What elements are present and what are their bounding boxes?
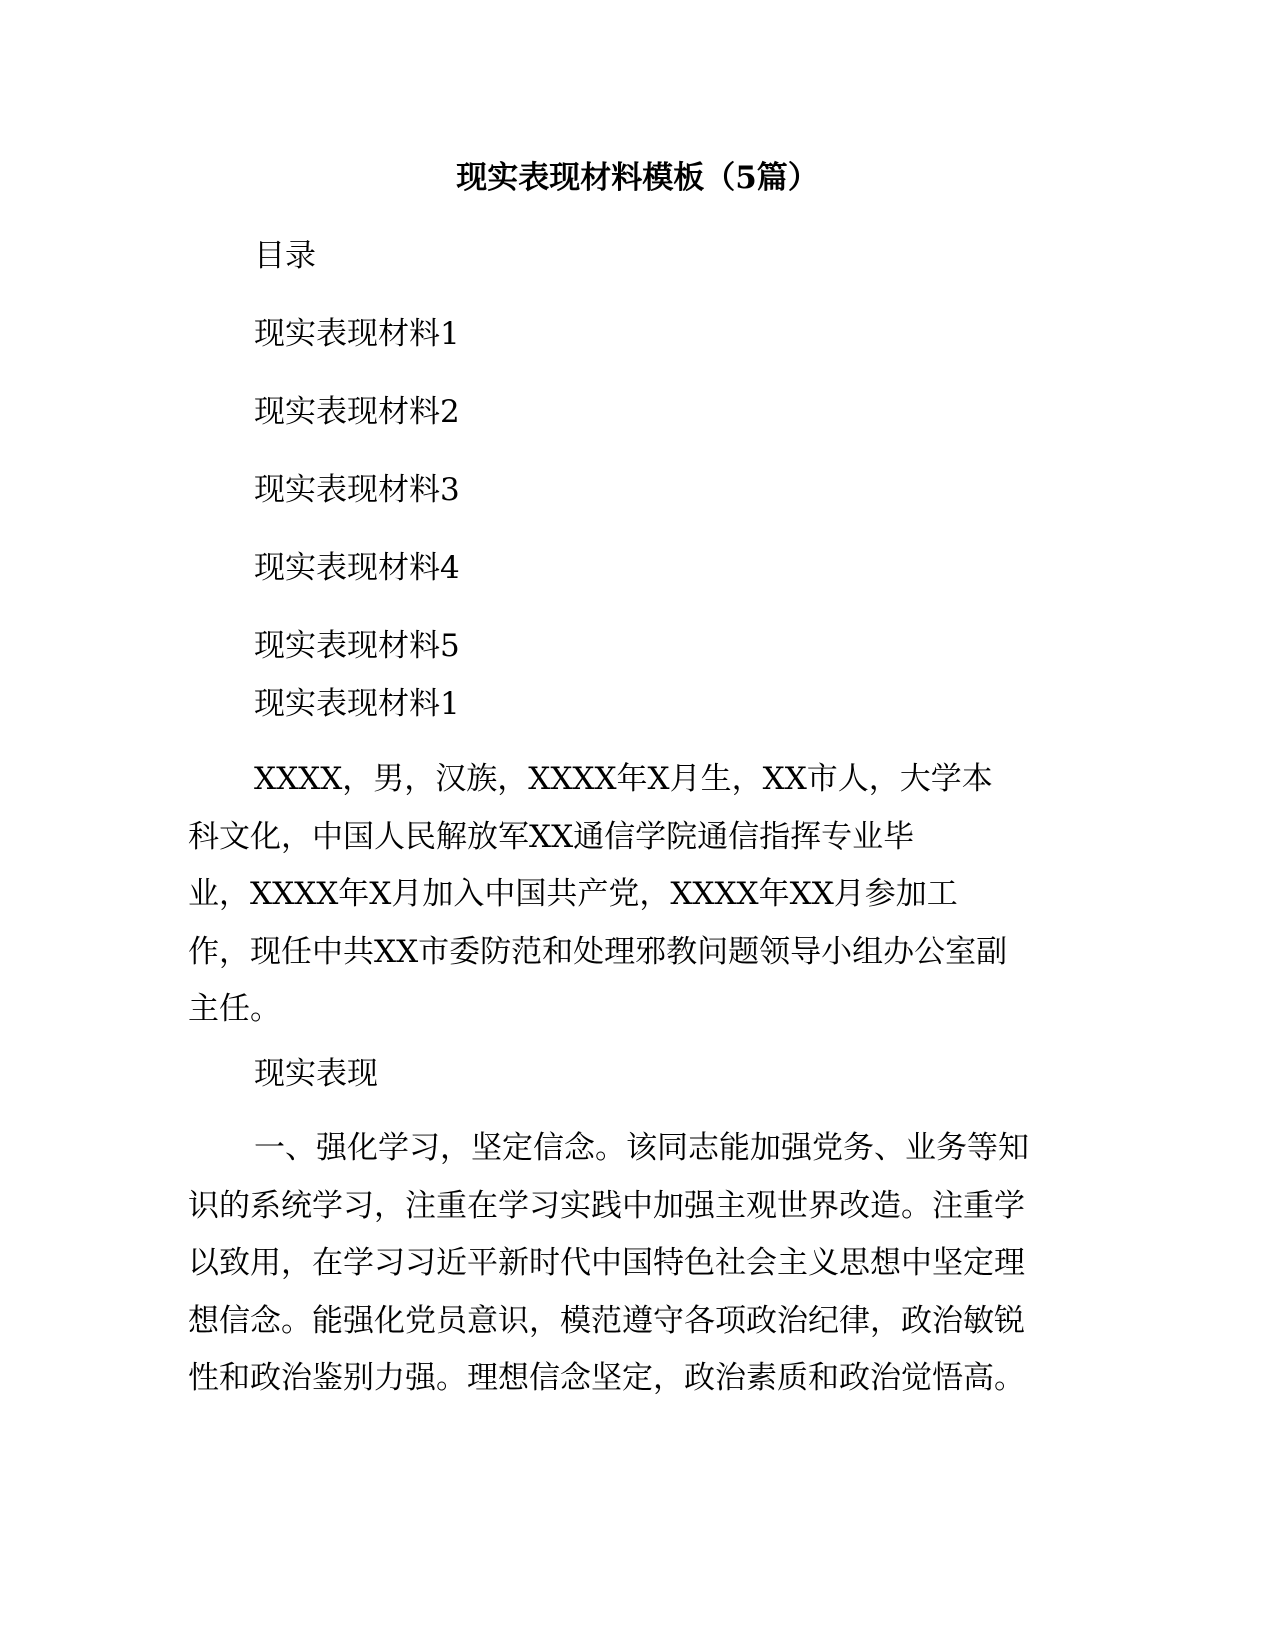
intro-line-2: 科文化，中国人民解放军XX通信学院通信指挥专业毕 <box>188 818 915 855</box>
section-heading: 现实表现材料1 <box>254 686 460 722</box>
intro-line-5: 主任。 <box>188 991 281 1027</box>
intro-line-3: 业，XXXX年X月加入中国共产党，XXXX年XX月参加工 <box>188 876 958 912</box>
point-one-line-5: 性和政治鉴别力强。理想信念坚定，政治素质和政治觉悟高。 <box>188 1360 1025 1396</box>
point-one-line-3: 以致用，在学习习近平新时代中国特色社会主义思想中坚定理 <box>188 1245 1025 1281</box>
intro-line-1: XXXX，男，汉族，XXXX年X月生，XX市人，大学本 <box>254 761 993 797</box>
intro-line-4: 作，现任中共XX市委防范和处理邪教问题领导小组办公室副 <box>188 933 1008 970</box>
toc-item-4: 现实表现材料4 <box>254 550 460 586</box>
table-of-contents <box>254 236 1054 704</box>
document-title: 现实表现材料模板（5篇） <box>456 160 819 196</box>
point-one-paragraph <box>188 1120 1088 1408</box>
intro-paragraph <box>188 751 1088 1039</box>
toc-item-3: 现实表现材料3 <box>254 472 460 508</box>
point-one-line-1: 一、强化学习，坚定信念。该同志能加强党务、业务等知 <box>254 1130 1029 1166</box>
point-one-line-4: 想信念。能强化党员意识，模范遵守各项政治纪律，政治敏锐 <box>188 1302 1025 1339</box>
toc-item-1: 现实表现材料1 <box>254 316 460 352</box>
point-one-line-2: 识的系统学习，注重在学习实践中加强主观世界改造。注重学 <box>188 1187 1025 1224</box>
toc-item-5: 现实表现材料5 <box>254 628 460 664</box>
toc-item-2: 现实表现材料2 <box>254 394 460 430</box>
toc-heading: 目录 <box>254 238 316 274</box>
subsection-heading: 现实表现 <box>254 1056 378 1092</box>
